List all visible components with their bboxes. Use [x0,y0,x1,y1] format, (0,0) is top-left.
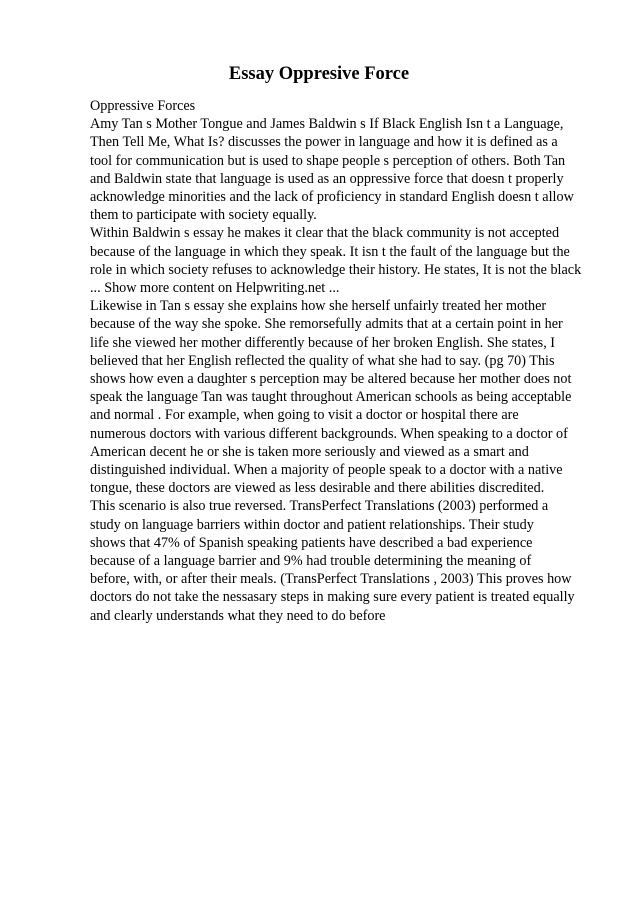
text-line: tongue, these doctors are viewed as less desirable and there abilities discredited. [90,480,545,497]
text-line: believed that her English reflected the quality of what she had to say. (pg 70) This [90,352,555,369]
text-line: because of the way she spoke. She remorsefully admits that at a certain point in her [90,316,563,333]
text-line: and clearly understands what they need to do before [90,607,386,624]
text-line: Then Tell Me, What Is? discusses the power in language and how it is defined as a [90,134,558,151]
text-line: Oppressive Forces [90,98,196,114]
text-line: and normal . For example, when going to visit a doctor or hospital there are [90,407,519,424]
text-line: tool for communication but is used to shape people s perception of others. Both Tan [90,152,566,169]
text-line: life she viewed her mother differently because of her broken English. She states, I [90,334,556,351]
text-line: shows that 47% of Spanish speaking patients have described a bad experience [90,534,533,551]
text-line: Likewise in Tan s essay she explains how she herself unfairly treated her mother [90,298,547,315]
text-line: speak the language Tan was taught throughout American schools as being acceptable [90,389,572,406]
text-line: Amy Tan s Mother Tongue and James Baldwin s If Black English Isn t a Language, [90,116,564,133]
text-line: distinguished individual. When a majority of people speak to a doctor with a native [90,462,563,479]
text-line: acknowledge minorities and the lack of proficiency in standard English doesn t allow [90,189,574,206]
text-line: role in which society refuses to acknowledge their history. He states, It is not the black [90,261,582,278]
text-line: shows how even a daughter s perception may be altered because her mother does not [90,371,572,388]
document-body [90,97,610,625]
text-line: because of the language in which they speak. It isn t the fault of the language but the [90,243,570,260]
text-line: Within Baldwin s essay he makes it clear that the black community is not accepted [90,225,560,242]
text-line: numerous doctors with various different backgrounds. When speaking to a doctor of [90,425,568,442]
text-line: because of a language barrier and 9% had trouble determining the meaning of [90,553,532,570]
text-line: before, with, or after their meals. (TransPerfect Translations , 2003) This proves how [90,571,572,588]
text-line: This scenario is also true reversed. TransPerfect Translations (2003) performed a [90,498,549,515]
text-line: them to participate with society equally. [90,207,317,224]
document-title: Essay Oppresive Force [228,64,410,84]
text-line: American decent he or she is taken more seriously and viewed as a smart and [90,443,529,460]
text-line: doctors do not take the nessasary steps in making sure every patient is treated equally [90,589,575,606]
text-line: and Baldwin state that language is used as an oppressive force that doesn t properly [90,170,564,187]
text-line: study on language barriers within doctor and patient relationships. Their study [90,516,534,533]
show-more-line: ... Show more content on Helpwriting.net ... [90,280,340,297]
